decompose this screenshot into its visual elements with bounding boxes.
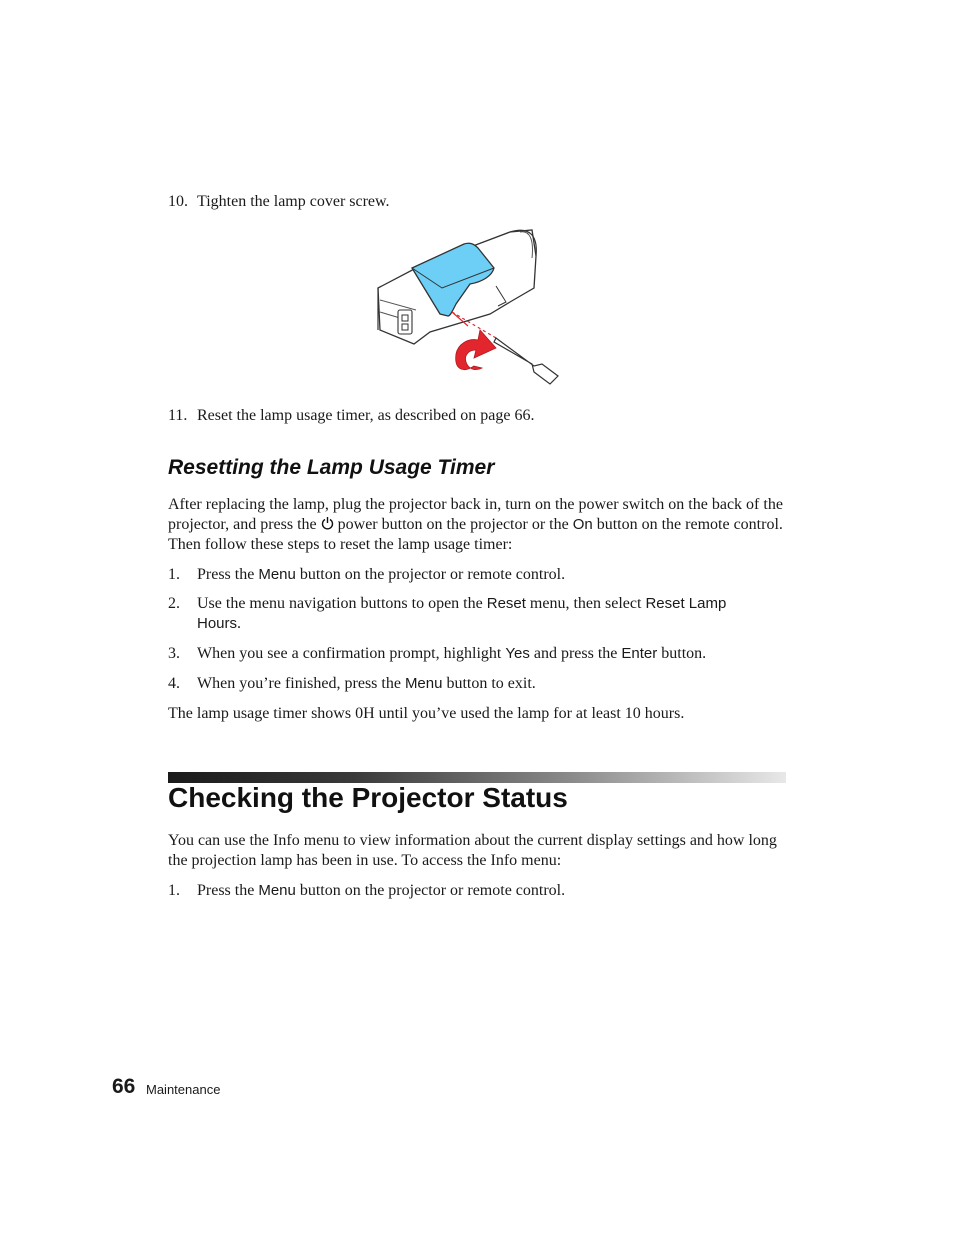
subsection-intro <box>168 495 786 555</box>
step-text: Press the <box>197 882 259 899</box>
reset-menu-label: Reset <box>486 595 526 612</box>
rotate-arrow-icon <box>456 330 496 370</box>
reset-lamp-hours-label: Hours <box>197 615 238 632</box>
subsection-closing: The lamp usage timer shows 0H until you’ve used the lamp for at least 10 hours. <box>168 705 685 722</box>
step-text: button on the projector or remote control. <box>295 566 566 583</box>
section-title: Checking the Projector Status <box>168 782 568 813</box>
step-text: button to exit. <box>442 675 536 692</box>
step-number: 4. <box>168 675 180 692</box>
reset-lamp-hours-label: Reset Lamp <box>645 595 727 612</box>
step-text: button. <box>657 645 707 662</box>
enter-button-label: Enter <box>621 645 658 662</box>
subsection-title: Resetting the Lamp Usage Timer <box>168 456 495 479</box>
step-text: Use the menu navigation buttons to open the <box>197 595 487 612</box>
step-number: 1. <box>168 566 180 583</box>
step-text: Tighten the lamp cover screw. <box>197 193 390 210</box>
lamp-cover-screw-illustration <box>370 226 562 386</box>
screwdriver <box>494 338 558 384</box>
yes-label: Yes <box>505 645 530 662</box>
intro-text: After replacing the lamp, plug the projector back in, turn on the power switch on the back of the projector, and press the <box>168 496 783 533</box>
step-number: 2. <box>168 595 180 612</box>
menu-button-label: Menu <box>258 882 296 899</box>
page-number: 66 <box>112 1075 136 1098</box>
power-icon <box>321 516 334 530</box>
step-number: 3. <box>168 645 180 662</box>
step-text: menu, then select <box>525 595 646 612</box>
step-number: 10. <box>168 193 188 210</box>
section-intro: You can use the Info menu to view information about the current display settings and how long the projection lamp has been in use. To access the Info menu: <box>168 832 777 869</box>
step-number: 1. <box>168 882 180 899</box>
step-text: . <box>237 615 242 632</box>
step-text: When you see a confirmation prompt, highlight <box>197 645 506 662</box>
footer-label: Maintenance <box>146 1082 221 1097</box>
step-text: Reset the lamp usage timer, as described on page 66. <box>197 407 535 424</box>
step-text: Press the <box>197 566 259 583</box>
intro-text: button on the remote control. Then follow these steps to reset the lamp usage timer: <box>168 516 783 553</box>
menu-button-label: Menu <box>404 675 443 692</box>
reset-step-2 <box>168 594 788 636</box>
menu-button-label: Menu <box>258 566 296 583</box>
intro-text: power button on the projector or the <box>333 516 573 533</box>
step-text: When you’re finished, press the <box>197 675 405 692</box>
step-text: button on the projector or remote control. <box>295 882 566 899</box>
on-button-label: On <box>572 516 593 533</box>
step-text: and press the <box>529 645 622 662</box>
step-number: 11. <box>168 407 188 424</box>
